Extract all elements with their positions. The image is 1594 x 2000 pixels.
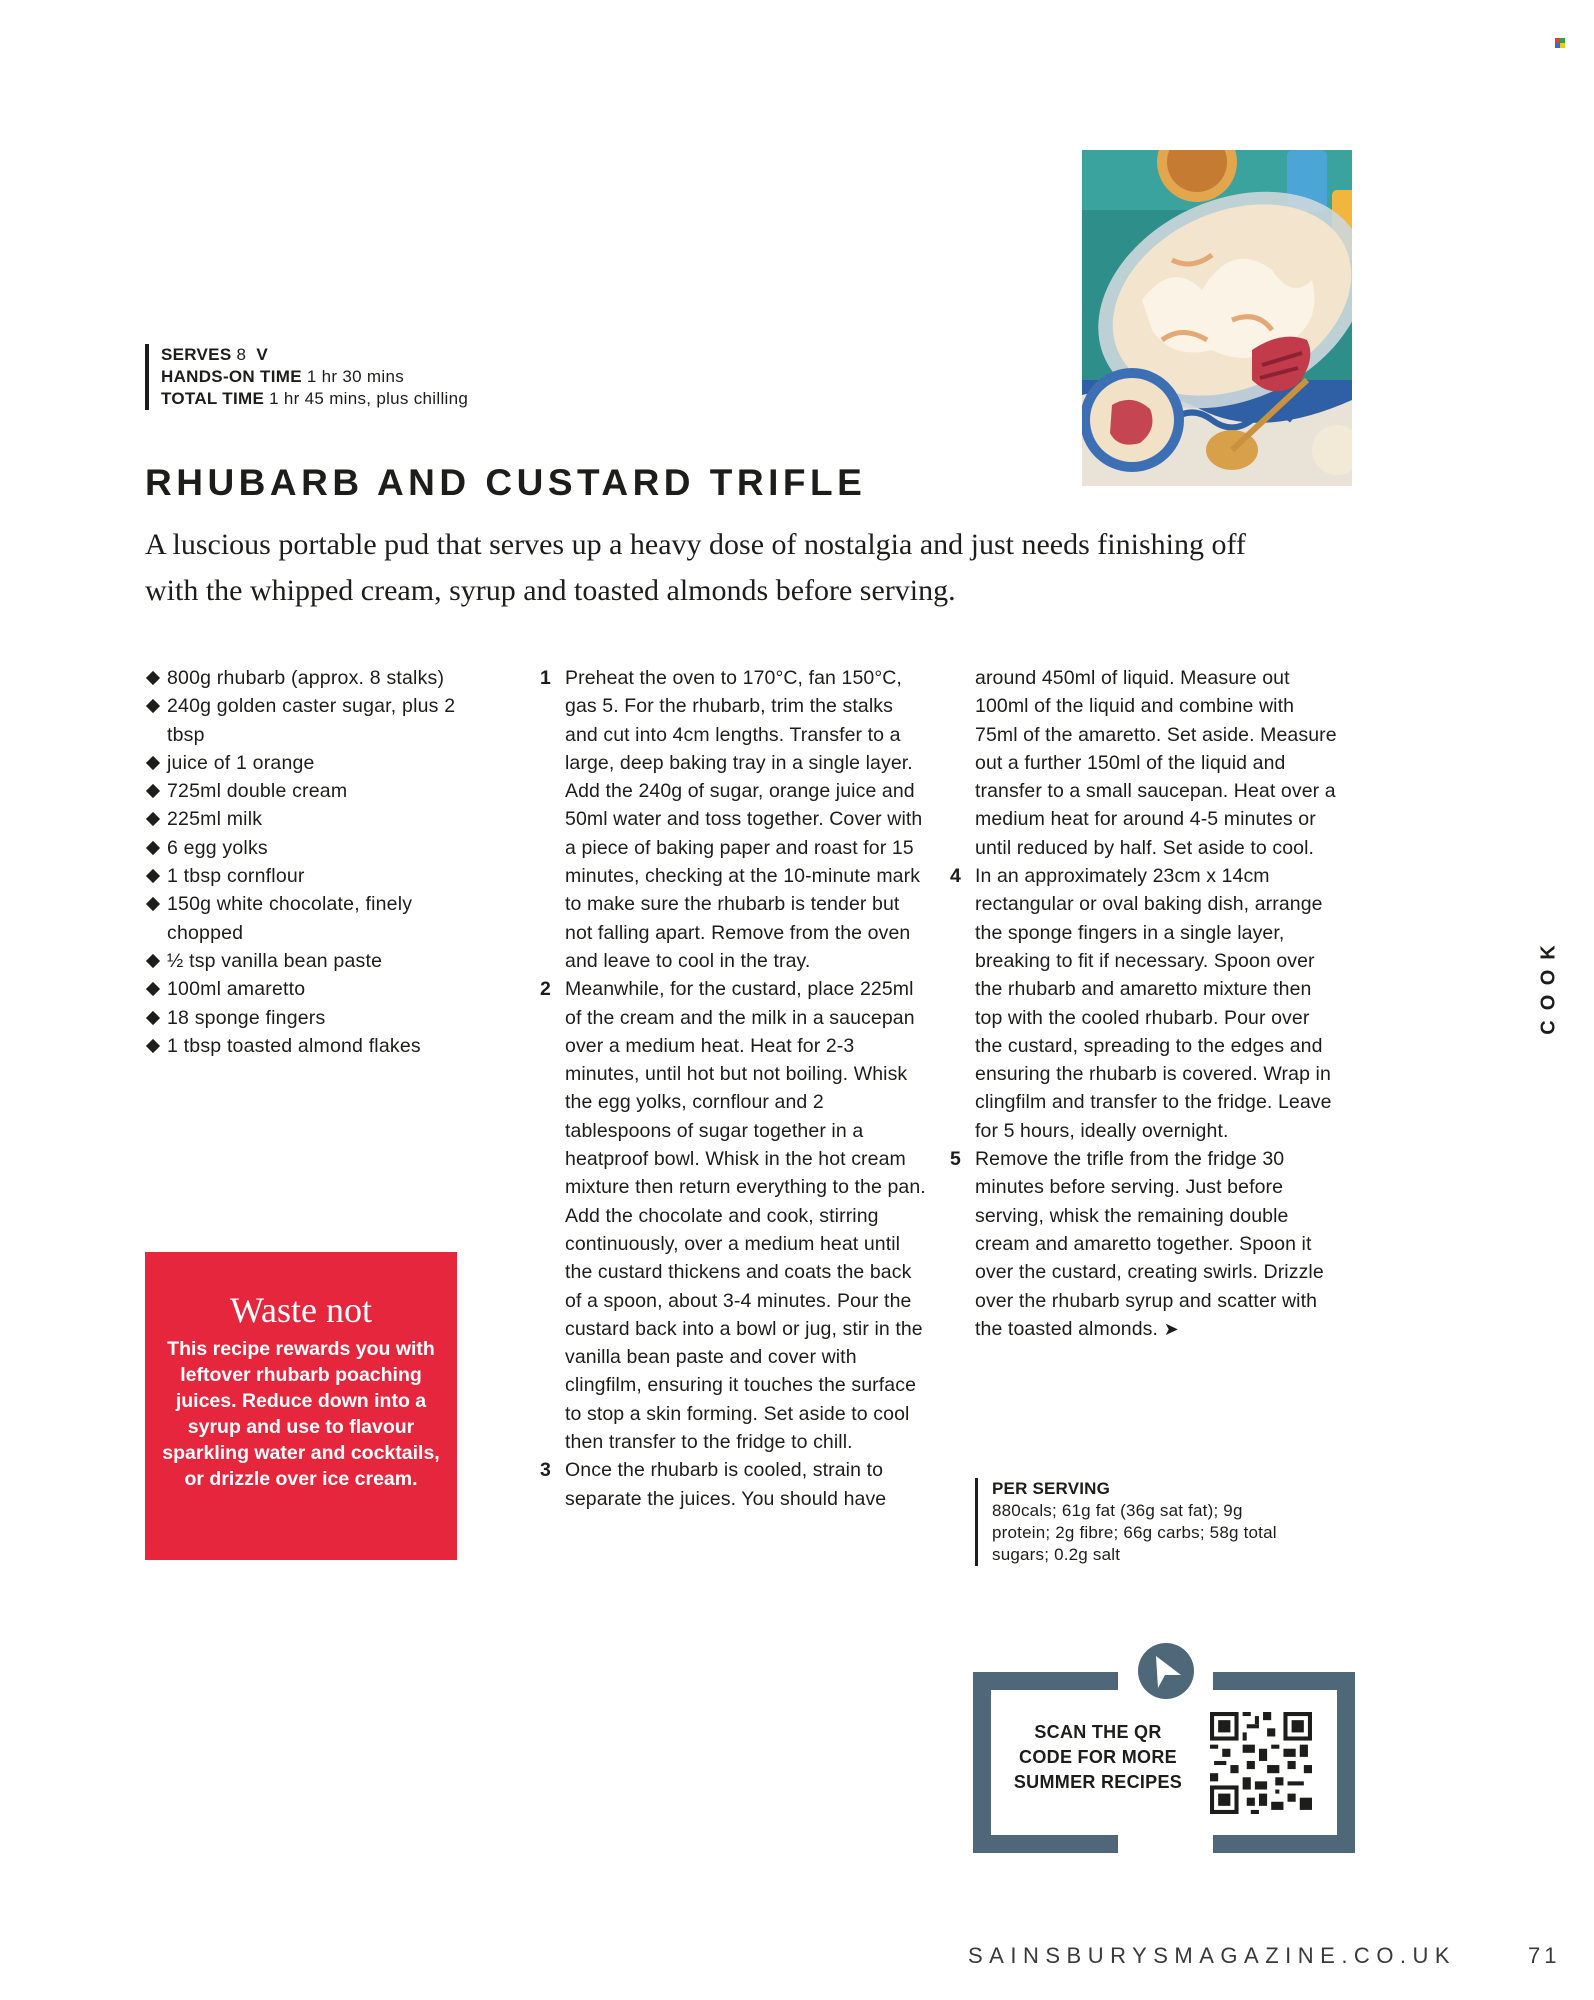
method-step-3 bbox=[540, 1456, 930, 1513]
nutrition-heading: PER SERVING bbox=[992, 1479, 1111, 1498]
ingredient-text: 725ml double cream bbox=[167, 780, 348, 803]
diamond-bullet-icon bbox=[146, 897, 160, 911]
ingredient-item bbox=[145, 834, 475, 862]
serves-value: 8 bbox=[236, 345, 247, 364]
diamond-bullet-icon bbox=[146, 756, 160, 770]
waste-not-body: This recipe rewards you with leftover rhubarb poaching juices. Reduce down into a syrup and use to flavour sparkling water and cocktails, or drizzle over ice cream. bbox=[162, 1338, 440, 1490]
diamond-bullet-icon bbox=[146, 982, 160, 996]
arrow-right-icon: ➤ bbox=[1163, 1318, 1179, 1339]
total-time-label: TOTAL TIME bbox=[161, 389, 265, 408]
waste-not-box bbox=[145, 1252, 457, 1560]
qr-call-to-action: SCAN THE QR CODE FOR MORE SUMMER RECIPES bbox=[1013, 1722, 1183, 1792]
method-step-4 bbox=[950, 862, 1340, 1145]
ingredient-item bbox=[145, 1004, 475, 1032]
ingredient-item bbox=[145, 947, 475, 975]
ingredient-item bbox=[145, 975, 475, 1003]
nutrition-values: 880cals; 61g fat (36g sat fat); 9g protein; 2g fibre; 66g carbs; 58g total sugars; 0.2g salt bbox=[992, 1501, 1277, 1564]
step-number: 3 bbox=[540, 1459, 551, 1482]
ingredient-item bbox=[145, 862, 475, 890]
method-step-3-continued: around 450ml of liquid. Measure out 100ml of the liquid and combine with 75ml of the amaretto. Set aside. Measure out a further 150ml of the liquid and transfer to a small saucepan. Heat over a medium heat for around 4-5 minutes or until reduced by half. Set aside to cool. bbox=[975, 667, 1337, 859]
method-column-1 bbox=[540, 664, 930, 1513]
qr-promo[interactable] bbox=[973, 1672, 1355, 1853]
step-number: 1 bbox=[540, 667, 551, 689]
ingredient-text: 800g rhubarb (approx. 8 stalks) bbox=[167, 667, 445, 689]
ingredient-text: juice of 1 orange bbox=[167, 751, 315, 774]
qr-code-icon[interactable] bbox=[1210, 1712, 1312, 1814]
ingredient-text: ½ tsp vanilla bean paste bbox=[167, 949, 383, 972]
ingredient-text: 1 tbsp cornflour bbox=[167, 865, 305, 888]
vegetarian-badge: V bbox=[256, 345, 268, 364]
section-tab-letter: O bbox=[1537, 994, 1560, 1011]
ingredient-item bbox=[145, 1032, 475, 1060]
ingredient-text: 240g golden caster sugar, plus 2 tbsp bbox=[167, 695, 456, 746]
ingredient-text: 6 egg yolks bbox=[167, 836, 268, 859]
recipe-meta bbox=[145, 344, 468, 410]
diamond-bullet-icon bbox=[146, 1010, 160, 1024]
corner-colour-mark bbox=[1555, 38, 1565, 48]
method-step-5 bbox=[950, 1145, 1340, 1343]
section-tab-letter: O bbox=[1537, 969, 1560, 986]
serves-label: SERVES bbox=[161, 345, 232, 364]
step-text: Remove the trifle from the fridge 30 minutes before serving. Just before serving, whisk the remaining double cream and amaretto together. Spoon it over the custard, creating swirls. Drizzle over the rhubarb syrup and scatter with the toasted almonds. bbox=[975, 1148, 1324, 1340]
step-number: 4 bbox=[950, 865, 961, 888]
ingredient-item bbox=[145, 692, 475, 749]
ingredient-text: 150g white chocolate, finely chopped bbox=[167, 893, 413, 944]
ingredient-item bbox=[145, 890, 475, 947]
ingredient-item bbox=[145, 805, 475, 833]
ingredient-text: 1 tbsp toasted almond flakes bbox=[167, 1034, 421, 1057]
step-text: Meanwhile, for the custard, place 225ml of the cream and the milk in a saucepan over a medium heat. Heat for 2-3 minutes, until hot but not boiling. Whisk the egg yolks, cornflour and 2 tablespoons of sugar together in a heatproof bowl. Whisk in the hot cream mixture then return everything to the pan. Add the chocolate and cook, stirring continuously, over a medium heat until the custard thickens and coats the back of a spoon, about 3-4 minutes. Pour the custard back into a bowl or jug, stir in the vanilla bean paste and cover with clingfilm, ensuring it touches the surface to stop a skin forming. Set aside to cool then transfer to the fridge to chill. bbox=[565, 978, 926, 1454]
diamond-bullet-icon bbox=[146, 812, 160, 826]
method-step-2 bbox=[540, 975, 930, 1456]
diamond-bullet-icon bbox=[146, 954, 160, 968]
recipe-title: RHUBARB AND CUSTARD TRIFLE bbox=[145, 462, 867, 503]
total-time-value: 1 hr 45 mins, plus chilling bbox=[269, 389, 469, 408]
ingredient-item bbox=[145, 749, 475, 777]
section-tab-letter: C bbox=[1537, 1020, 1560, 1035]
diamond-bullet-icon bbox=[146, 869, 160, 883]
diamond-bullet-icon bbox=[146, 841, 160, 855]
step-number: 2 bbox=[540, 978, 551, 1001]
section-tab bbox=[1538, 940, 1560, 1040]
hands-on-value: 1 hr 30 mins bbox=[306, 367, 405, 386]
step-text: In an approximately 23cm x 14cm rectangular or oval baking dish, arrange the sponge fingers in a single layer, breaking to fit if necessary. Spoon over the rhubarb and amaretto mixture then top with the cooled rhubarb. Pour over the custard, spreading to the edges and ensuring the rhubarb is covered. Wrap in clingfilm and transfer to the fridge. Leave for 5 hours, ideally overnight. bbox=[975, 865, 1332, 1142]
step-text: Preheat the oven to 170°C, fan 150°C, gas 5. For the rhubarb, trim the stalks and cut into 4cm lengths. Transfer to a large, deep baking tray in a single layer. Add the 240g of sugar, orange juice and 50ml water and toss together. Cover with a piece of baking paper and roast for 15 minutes, checking at the 10-minute mark to make sure the rhubarb is tender but not falling apart. Remove from the oven and leave to cool in the tray. bbox=[565, 667, 923, 972]
recipe-intro: A luscious portable pud that serves up a heavy dose of nostalgia and just needs finishing off with the whipped cream, syrup and toasted almonds before serving. bbox=[145, 528, 1246, 607]
trifle-photo bbox=[1082, 150, 1352, 486]
footer-url[interactable]: SAINSBURYSMAGAZINE.CO.UK bbox=[968, 1943, 1457, 1968]
ingredient-text: 100ml amaretto bbox=[167, 978, 306, 1001]
ingredient-item bbox=[145, 664, 475, 692]
diamond-bullet-icon bbox=[146, 671, 160, 685]
step-number: 5 bbox=[950, 1148, 961, 1171]
ingredients-list bbox=[145, 664, 475, 1060]
method-step-1 bbox=[540, 664, 930, 975]
ingredient-text: 225ml milk bbox=[167, 808, 263, 831]
diamond-bullet-icon bbox=[146, 784, 160, 798]
diamond-bullet-icon bbox=[146, 699, 160, 713]
waste-not-title: Waste not bbox=[229, 1290, 373, 1330]
ingredient-item bbox=[145, 777, 475, 805]
page-number: 71 bbox=[1528, 1943, 1561, 1968]
hands-on-label: HANDS-ON TIME bbox=[161, 367, 302, 386]
diamond-bullet-icon bbox=[146, 1039, 160, 1053]
play-icon bbox=[1137, 1642, 1195, 1700]
section-tab-letter: K bbox=[1537, 945, 1560, 960]
ingredient-text: 18 sponge fingers bbox=[167, 1006, 326, 1029]
nutrition-panel bbox=[975, 1478, 1305, 1566]
step-text: Once the rhubarb is cooled, strain to separate the juices. You should have bbox=[565, 1459, 887, 1510]
method-column-2 bbox=[950, 664, 1340, 1343]
